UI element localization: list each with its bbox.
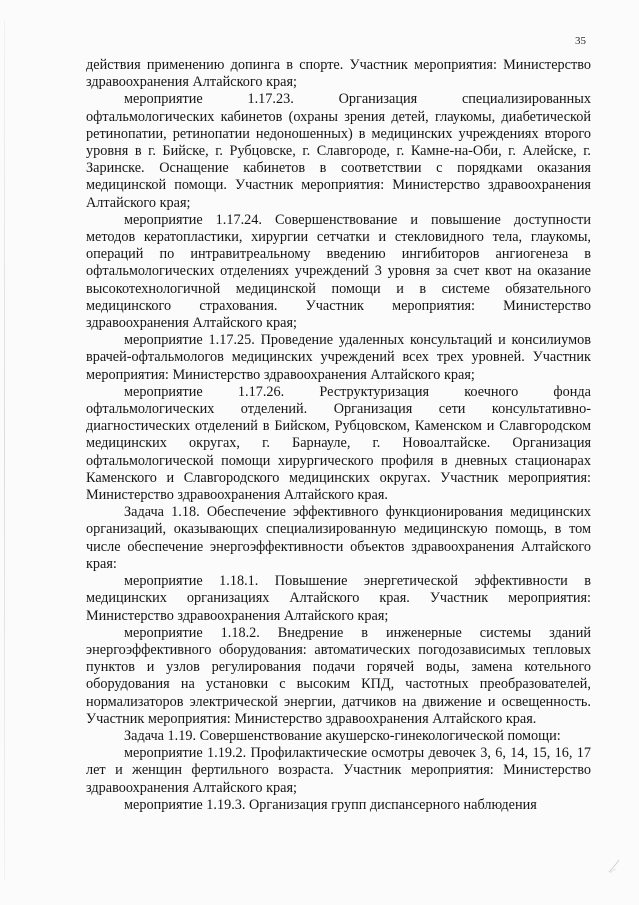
paragraph-measure-1-18-2: мероприятие 1.18.2. Внедрение в инженерные системы зданий энергоэффективного оборудования: автоматических погодозависимых тепловых пунктов и узлов регулирования подачи горячей воды, замена котельного оборудования на установки с высоким КПД, частотных преобразователей, нормализаторов электрической энергии, датчиков на движение и освещенность. Участник мероприятия: Министерство здравоохранения Алтайского края. [86, 624, 591, 727]
paragraph-measure-1-19-3: мероприятие 1.19.3. Организация групп диспансерного наблюдения [124, 796, 537, 813]
paragraph-measure-1-19-2: мероприятие 1.19.2. Профилактические осмотры девочек 3, 6, 14, 15, 16, 17 лет и женщин фертильного возраста. Участник мероприятия: Министерство здравоохранения Алтайского края; [86, 745, 591, 796]
scan-edge-shadow [4, 20, 5, 880]
paragraph-measure-1-17-23: мероприятие 1.17.23. Организация специализированных офтальмологических кабинетов (охраны зрения детей, глаукомы, диабетической ретинопатии, ретинопатии недоношенных) в медицинских учреждениях второго уровня в г. Бийске, г. Рубцовске, г. Славгороде, г. Камне-на-Оби, г. Алейске, г. Заринске. Оснащение кабинетов в соответствии с порядками оказания медицинской помощи. Участник мероприятия: Министерство здравоохранения Алтайского края; [86, 91, 591, 211]
paragraph-measure-1-17-25: мероприятие 1.17.25. Проведение удаленных консультаций и консилиумов врачей-офтальмологов медицинских учреждений всех трех уровней. Участник мероприятия: Министерство здравоохранения Алтайского края; [86, 332, 591, 383]
paragraph-measure-1-17-26: мероприятие 1.17.26. Реструктуризация коечного фонда офтальмологических отделений. Организация сети консультативно-диагностических отделений в Бийском, Рубцовском, Каменском и Славгородском медицинских округах, г. Барнауле, г. Новоалтайске. Организация офтальмологической помощи хирургического профиля в дневных стационарах Каменского и Славгородского медицинских округах. Участник мероприятия: Министерство здравоохранения Алтайского края. [86, 383, 591, 504]
scan-mark [607, 857, 621, 875]
paragraph-task-1-18: Задача 1.18. Обеспечение эффективного функционирования медицинских организаций, оказывающих специализированную медицинскую помощь, в том числе обеспечение энергоэффективности объектов здравоохранения Алтайского края: [86, 504, 591, 572]
page-number: 35 [575, 35, 586, 47]
paragraph-measure-1-18-1: мероприятие 1.18.1. Повышение энергетической эффективности в медицинских организациях Алтайского края. Участник мероприятия: Министерство здравоохранения Алтайского края; [86, 573, 591, 624]
document-body [86, 57, 591, 814]
paragraph-measure-1-17-24: мероприятие 1.17.24. Совершенствование и повышение доступности методов кератопластики, хирургии сетчатки и стекловидного тела, глаукомы, операций по интравитреальному введению ингибиторов ангиогенеза в офтальмологических отделениях учреждений 3 уровня за счет квот на оказание высокотехнологичной медицинской помощи и в системе обязательного медицинского страхования. Участник мероприятия: Министерство здравоохранения Алтайского края; [86, 211, 591, 332]
paragraph-task-1-19: Задача 1.19. Совершенствование акушерско-гинекологической помощи: [124, 727, 561, 744]
paragraph-continuation: действия применению допинга в спорте. Участник мероприятия: Министерство здравоохранения Алтайского края; [86, 57, 591, 91]
